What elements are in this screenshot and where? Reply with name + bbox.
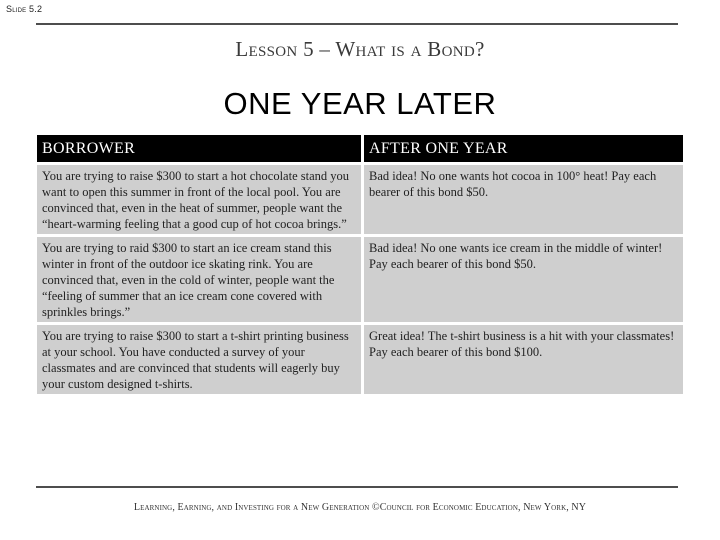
borrower-cell: You are trying to raise $300 to start a hot chocolate stand you want to open this summer in front of the local pool. You are convinced that, even in the heat of summer, people want the “heart-warming feeling that a good cup of hot cocoa brings.” <box>37 165 361 234</box>
table-row <box>37 325 683 394</box>
bottom-divider <box>36 486 678 488</box>
outcome-cell: Bad idea! No one wants hot cocoa in 100° heat! Pay each bearer of this bond $50. <box>361 165 683 234</box>
bond-outcome-table <box>37 132 683 397</box>
footer-credit: Learning, Earning, and Investing for a New Generation ©Council for Economic Education, New York, NY <box>133 502 587 513</box>
outcome-cell: Bad idea! No one wants ice cream in the middle of winter! Pay each bearer of this bond $50. <box>361 237 683 322</box>
header-after-one-year: AFTER ONE YEAR <box>361 135 683 162</box>
borrower-cell: You are trying to raise $300 to start a t-shirt printing business at your school. You have conducted a survey of your classmates and are convinced that students will eagerly buy your custom designed t-shirts. <box>37 325 361 394</box>
borrower-cell: You are trying to raid $300 to start an ice cream stand this winter in front of the outdoor ice skating rink. You are convinced that, even in the cold of winter, people want the “feeling of summer that an ice cream cone covered with sprinkles brings.” <box>37 237 361 322</box>
table-row <box>37 165 683 234</box>
table-row <box>37 237 683 322</box>
outcome-cell: Great idea! The t-shirt business is a hit with your classmates! Pay each bearer of this bond $100. <box>361 325 683 394</box>
page-title: ONE YEAR LATER <box>223 86 497 121</box>
top-divider <box>36 23 678 25</box>
table-header-row <box>37 135 683 162</box>
slide-number: Slide 5.2 <box>6 4 43 14</box>
header-borrower: BORROWER <box>37 135 361 162</box>
lesson-title: Lesson 5 – What is a Bond? <box>235 37 485 61</box>
